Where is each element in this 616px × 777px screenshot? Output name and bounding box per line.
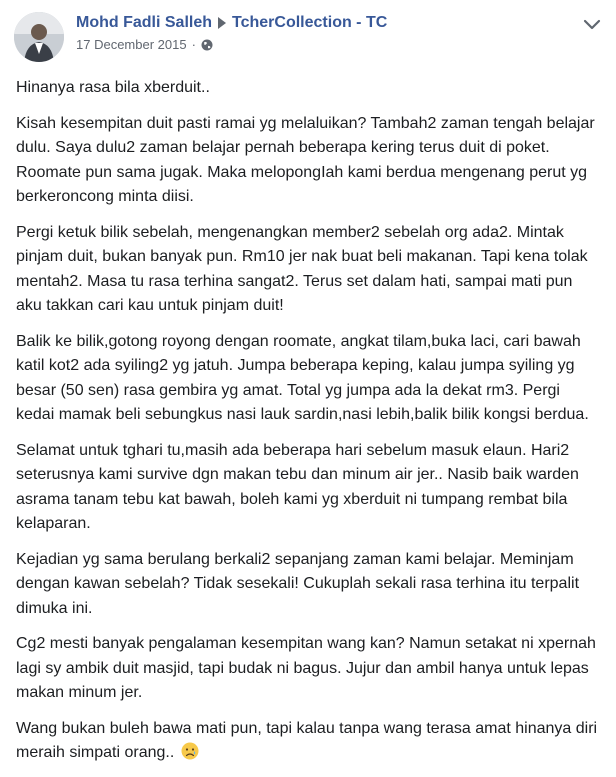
arrow-right-icon: [218, 17, 226, 29]
author-name-link[interactable]: Mohd Fadli Salleh: [76, 14, 213, 31]
avatar[interactable]: [14, 12, 64, 62]
sad-tear-emoji-icon: [181, 742, 199, 760]
post-title-line: [76, 14, 387, 32]
post-paragraph-text: Wang bukan buleh bawa mati pun, tapi kalau tanpa wang terasa amat hinanya diri meraih simpati orang..: [16, 719, 598, 761]
post-paragraph: Balik ke bilik,gotong royong dengan roomate, angkat tilam,buka laci, cari bawah katil kot2 ada syiling2 yg jatuh. Jumpa beberapa keping, kalau jumpa syiling yg besar (50 sen) rasa gembira yg amat. Total yg jumpa ada la dekat rm3. Pergi kedai mamak beli sebungkus nasi lauk sardin,nasi lebih,balik bilik kongsi berdua.: [16, 332, 589, 423]
post-paragraph: Pergi ketuk bilik sebelah, mengenangkan member2 sebelah org ada2. Mintak pinjam duit, bukan banyak pun. Rm10 jer nak buat beli makanan. Tapi kena tolak mentah2. Masa tu rasa terhina sangat2. Terus set dalam hati, sampai mati pun aku takkan cari kau untuk pinjam duit!: [16, 223, 588, 314]
post-paragraph: Cg2 mesti banyak pengalaman kesempitan wang kan? Namun setakat ni xpernah lagi sy ambik duit masjid, tapi budak ni bagus. Jujur dan ambil hanya untuk lepas makan minum jer.: [16, 635, 596, 701]
post-meta: [76, 14, 387, 52]
group-name-link[interactable]: TcherCollection - TC: [232, 14, 388, 31]
post-header: [14, 12, 387, 62]
separator-dot: ·: [191, 37, 196, 52]
post-timestamp[interactable]: 17 December 2015: [76, 37, 187, 52]
post-paragraph: Hinanya rasa bila xberduit..: [16, 79, 210, 96]
post-paragraph: Selamat untuk tghari tu,masih ada beberapa hari sebelum masuk elaun. Hari2 seterusnya kami survive dgn makan tebu dan minum air jer.. Nasib baik warden asrama tanam tebu kat bawah, boleh kami yg xberduit ni tumpang rembat bila kelaparan.: [16, 441, 579, 532]
post-body: [16, 76, 600, 777]
chevron-down-icon[interactable]: [582, 18, 602, 32]
post-subtitle: [76, 37, 387, 52]
post-paragraph-last: [16, 717, 600, 766]
globe-icon[interactable]: [201, 39, 213, 51]
post-paragraph: Kejadian yg sama berulang berkali2 sepanjang zaman kami belajar. Meminjam dengan kawan sebelah? Tidak sesekali! Cukuplah sekali rasa terhina itu terpalit dimuka ini.: [16, 550, 580, 617]
post-paragraph: Kisah kesempitan duit pasti ramai yg melaluikan? Tambah2 zaman tengah belajar dulu. Saya dulu2 zaman belajar pernah beberapa kering terus duit di poket. Roomate pun sama jugak. Maka melopongIah kami berdua mengenang perut yg berkeroncong minta diisi.: [16, 114, 595, 205]
